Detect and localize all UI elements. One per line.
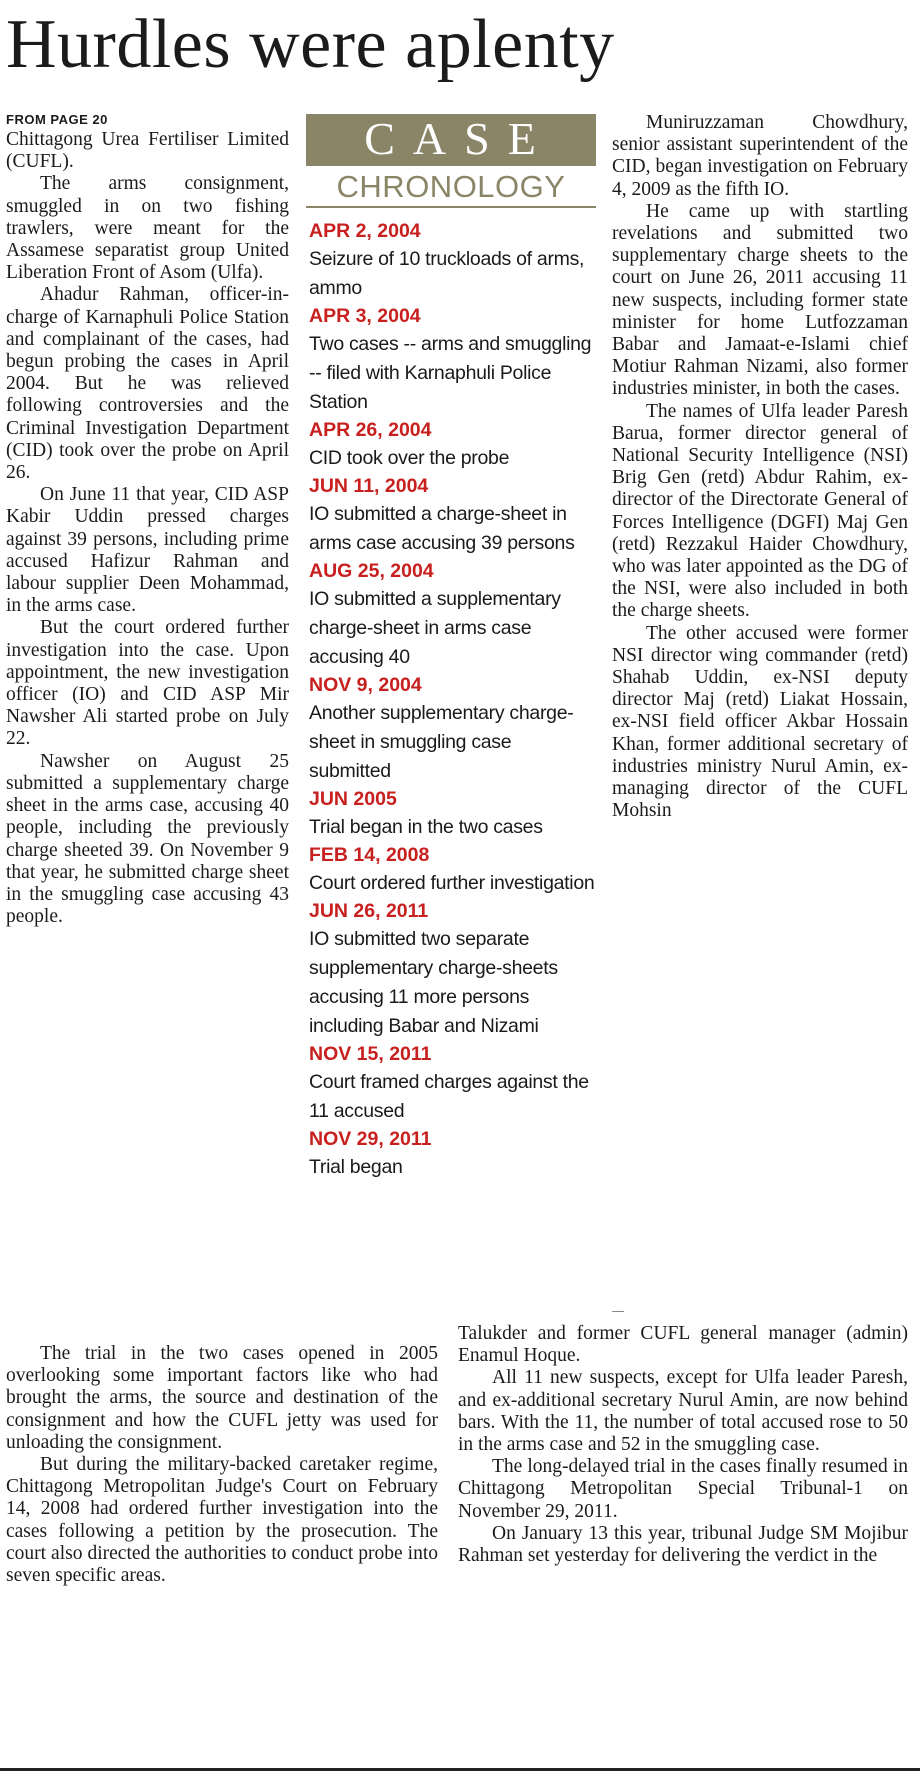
chronology-entry [309,786,596,842]
entry-description: Trial began in the two cases [309,816,543,838]
chronology-entry [309,417,596,473]
chronology-entry [309,898,596,1041]
entry-date: APR 26, 2004 [309,419,432,441]
chronology-entry [309,473,596,558]
entry-description: IO submitted a charge-sheet in arms case accusing 39 persons [309,503,575,554]
chronology-entry [309,218,596,303]
entry-description: Another supplementary charge-sheet in smuggling case submitted [309,702,574,782]
paragraph: But during the military-backed caretaker regime, Chittagong Metropolitan Judge's Court on February 14, 2008 had ordered further investigation into the cases following a petition by the prosecution. The court also directed the authorities to conduct probe into seven specific areas. [6,1454,438,1587]
chronology-entry [309,1126,596,1182]
paragraph: Nawsher on August 25 submitted a supplementary charge sheet in the arms case, accusing 40 people, including the previously charge sheeted 39. On November 9 that year, he submitted charge sheet in the smuggling case accusing 43 people. [6,750,289,928]
paragraph: Chittagong Urea Fertiliser Limited (CUFL). [6,129,289,173]
case-chronology-box [306,114,596,1322]
entry-description: Trial began [309,1156,403,1178]
entry-date: AUG 25, 2004 [309,560,434,582]
paragraph: The long-delayed trial in the cases finally resumed in Chittagong Metropolitan Special Tribunal-1 on November 29, 2011. [458,1456,908,1522]
entry-date: JUN 11, 2004 [309,475,429,497]
paragraph: The trial in the two cases opened in 2005 overlooking some important factors like who had brought the arms, the source and destination of the consignment and how the CUFL jetty was used for unloading the consignment. [6,1343,438,1453]
entry-date: JUN 2005 [309,788,397,810]
paragraph: Talukder and former CUFL general manager (admin) Enamul Hoque. [458,1323,908,1367]
paragraph: The names of Ulfa leader Paresh Barua, former director general of National Security Intelligence (NSI) Brig Gen (retd) Abdur Rahim, ex-director of the Directorate General of Forces Intelligence (DGFI) Maj Gen (retd) Rezzakul Haider Chowdhury, who was later appointed as the DG of the NSI, were also included in both the charge sheets. [612,400,908,622]
entry-description: IO submitted a supplementary charge-sheet in arms case accusing 40 [309,588,561,668]
paragraph: The arms consignment, smuggled in on two fishing trawlers, were meant for the Assamese separatist group United Liberation Front of Asom (Ulfa). [6,173,289,284]
bottom-rule [0,1768,920,1771]
column-left [6,112,289,928]
box-corner-rule [612,1311,624,1312]
entry-description: Seizure of 10 truckloads of arms, ammo [309,248,585,299]
entry-date: NOV 9, 2004 [309,674,422,696]
kicker: FROM PAGE 20 [6,112,108,127]
chronology-heading: CHRONOLOGY [306,168,596,208]
entry-date: NOV 29, 2011 [309,1128,432,1150]
column-bottom-left [6,1343,438,1587]
chronology-entry [309,558,596,672]
paragraph: The other accused were former NSI director wing commander (retd) Shahab Uddin, ex-NSI deputy director Maj (retd) Liakat Hossain, ex-NSI field officer Akbar Hossain Khan, former additional secretary of industries ministry Nurul Amin, ex-managing director of the CUFL Mohsin [612,622,908,822]
paragraph: But the court ordered further investigation into the case. Upon appointment, the new investigation officer (IO) and CID ASP Mir Nawsher Ali started probe on July 22. [6,617,289,750]
paragraph: On June 11 that year, CID ASP Kabir Uddin pressed charges against 39 persons, including prime accused Hafizur Rahman and labour supplier Deen Mohammad, in the arms case. [6,484,289,617]
entry-description: CID took over the probe [309,447,510,469]
chronology-entry [309,842,596,898]
paragraph: All 11 new suspects, except for Ulfa leader Paresh, and ex-additional secretary Nurul Amin, are now behind bars. With the 11, the number of total accused rose to 50 in the arms case and 52 in the smuggling case. [458,1367,908,1456]
entry-description: Court ordered further investigation [309,872,595,894]
entry-date: FEB 14, 2008 [309,844,430,866]
entry-date: APR 3, 2004 [309,305,421,327]
entry-description: IO submitted two separate supplementary charge-sheets accusing 11 more persons including Babar and Nizami [309,928,558,1037]
paragraph: Ahadur Rahman, officer-in-charge of Karnaphuli Police Station and complainant of the cases, had begun probing the cases in April 2004. But he was relieved following controversies and the Criminal Investigation Department (CID) took over the probe on April 26. [6,284,289,484]
entry-date: JUN 26, 2011 [309,900,429,922]
column-right [612,112,908,823]
chronology-entry [309,303,596,417]
chronology-entry [309,672,596,786]
entry-date: APR 2, 2004 [309,220,421,242]
chronology-entry [309,1041,596,1126]
entry-description: Two cases -- arms and smuggling -- filed with Karnaphuli Police Station [309,333,592,413]
paragraph: On January 13 this year, tribunal Judge SM Mojibur Rahman set yesterday for delivering the verdict in the [458,1522,908,1567]
headline: Hurdles were aplenty [6,6,615,83]
entry-date: NOV 15, 2011 [309,1043,432,1065]
paragraph: Muniruzzaman Chowdhury, senior assistant superintendent of the CID, began investigation on February 4, 2009 as the fifth IO. [612,112,908,200]
case-heading: CASE [306,114,596,166]
entry-description: Court framed charges against the 11 accused [309,1071,589,1122]
paragraph: He came up with startling revelations and submitted two supplementary charge sheets to the court on June 26, 2011 accusing 11 new suspects, including former state minister for home Lutfozzaman Babar and Jamaat-e-Islami chief Motiur Rahman Nizami, also former industries minister, in both the cases. [612,200,908,400]
column-bottom-right [458,1323,908,1567]
